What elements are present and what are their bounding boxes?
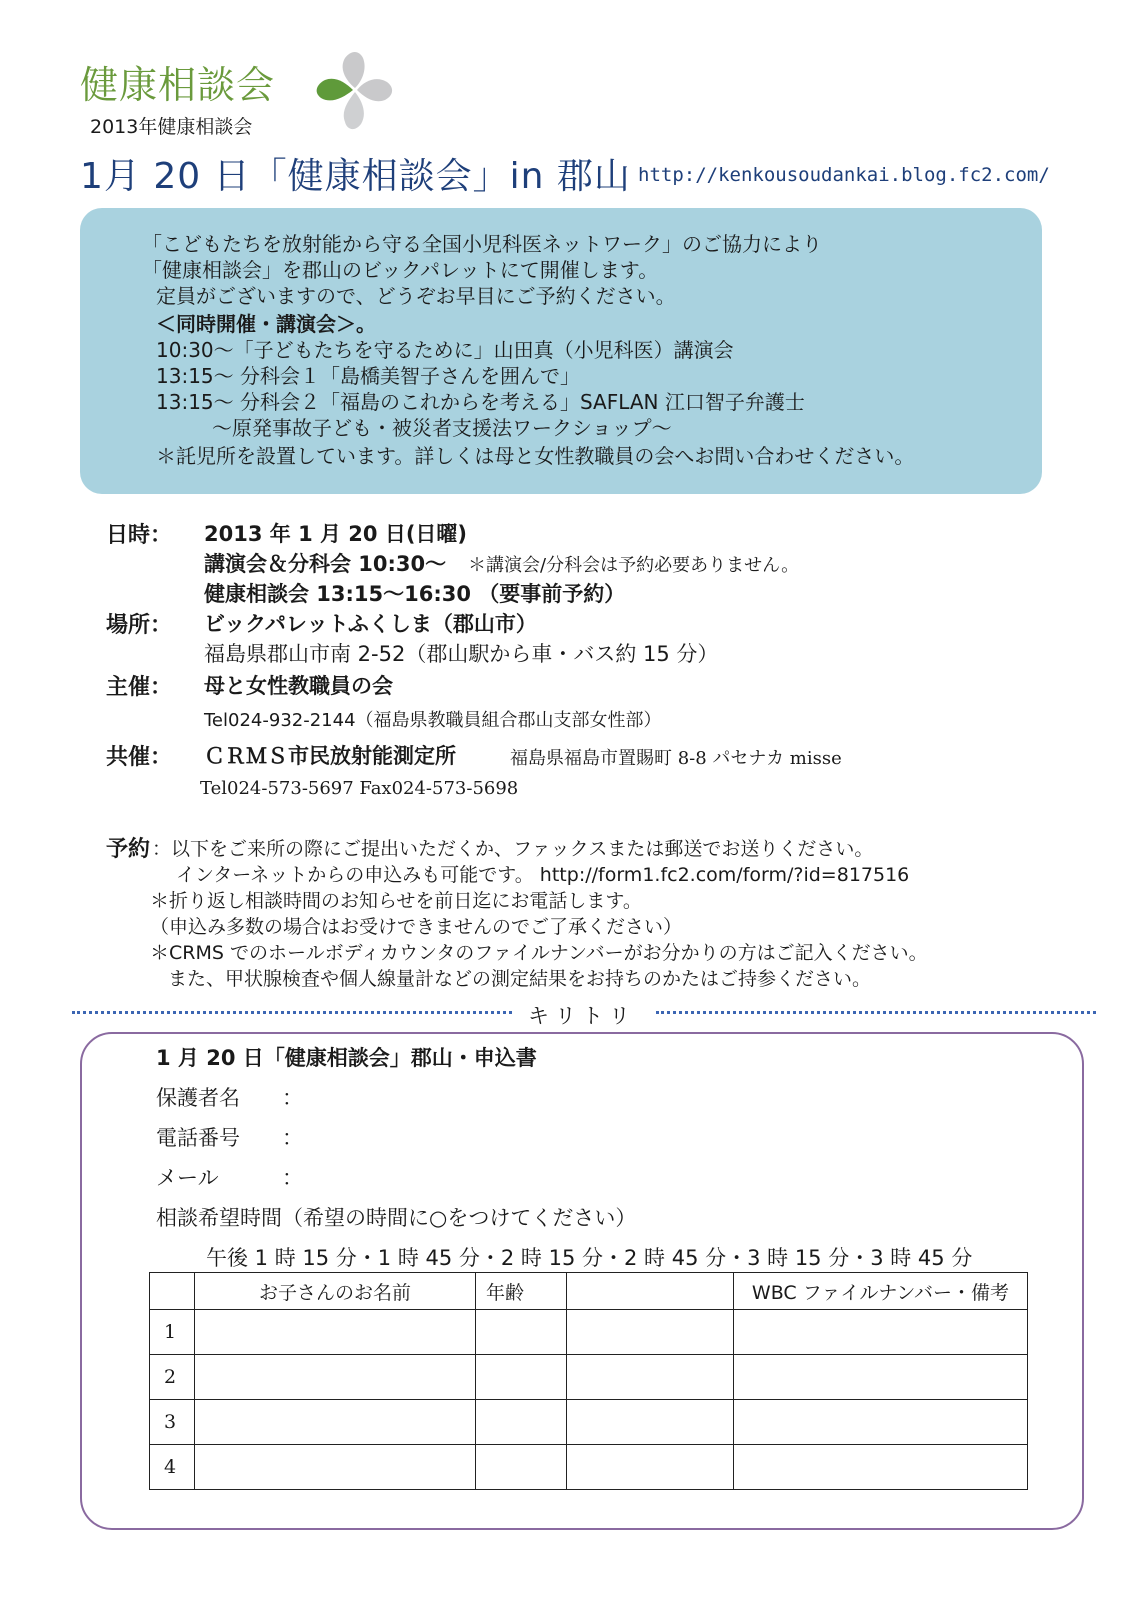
age-cell[interactable] [476, 1445, 567, 1490]
child-name-cell[interactable] [195, 1355, 476, 1400]
brand-title: 健康相談会 [80, 63, 276, 107]
email-label: メール [156, 1166, 219, 1190]
time-label: 相談希望時間（希望の時間に○をつけてください） [156, 1206, 637, 1230]
form-title: 1 月 20 日「健康相談会」郡山・申込書 [156, 1046, 537, 1070]
clover-logo-icon [305, 40, 405, 140]
cohost-tel: Tel024-573-5697 Fax024-573-5698 [200, 778, 519, 799]
wbc-cell[interactable] [734, 1310, 1028, 1355]
place-value: ビックパレットふくしま（郡山市） [204, 612, 537, 636]
reservation-label: 予約 [106, 837, 151, 862]
blog-url-link[interactable]: http://kenkousoudankai.blog.fc2.com/ [638, 164, 1050, 186]
place-label: 場所： [106, 613, 173, 638]
info-line: 13:15～ 分科会１「島橋美智子さんを囲んで」 [156, 364, 580, 388]
table-row [150, 1445, 1028, 1490]
info-box [80, 208, 1042, 494]
info-line: 10:30～「子どもたちを守るために」山田真（小児科医）講演会 [156, 338, 734, 362]
info-line: ～原発事故子ども・被災者支援法ワークショップ～ [212, 416, 672, 440]
wbc-cell[interactable] [734, 1355, 1028, 1400]
table-row [150, 1400, 1028, 1445]
blank-cell[interactable] [567, 1310, 734, 1355]
child-name-cell[interactable] [195, 1310, 476, 1355]
table-header [567, 1273, 734, 1310]
reservation-url-line[interactable]: インターネットからの申込みも可能です。 http://form1.fc2.com/form/?id=817516 [176, 864, 910, 886]
reservation-line: ＊折り返し相談時間のお知らせを前日迄にお電話します。 [150, 890, 642, 912]
guardian-field[interactable]: ： [282, 1086, 303, 1110]
cut-line-left [72, 1011, 512, 1014]
date-value: 2013 年 1 月 20 日(日曜) [204, 522, 468, 546]
info-heading: ＜同時開催・講演会＞。 [156, 312, 376, 336]
table-header [150, 1273, 195, 1310]
time-options[interactable]: 午後 1 時 15 分・1 時 45 分・2 時 15 分・2 時 45 分・3 時 15 分・3 時 45 分 [206, 1246, 973, 1270]
table-header-child-name: お子さんのお名前 [195, 1273, 476, 1310]
blank-cell[interactable] [567, 1400, 734, 1445]
info-line: 定員がございますので、どうぞお早目にご予約ください。 [156, 284, 676, 308]
reservation-line: ＊CRMS でのホールボディカウンタのファイルナンバーがお分かりの方はご記入ください。 [150, 942, 928, 964]
reservation-line: （申込み多数の場合はお受けできませんのでご了承ください） [150, 916, 683, 938]
row-number: 4 [150, 1445, 195, 1490]
registration-table [149, 1272, 1028, 1490]
date-label: 日時： [106, 523, 173, 548]
row-number: 1 [150, 1310, 195, 1355]
phone-field[interactable]: ： [282, 1126, 303, 1150]
wbc-cell[interactable] [734, 1400, 1028, 1445]
info-line: 「こどもたちを放射能から守る全国小児科医ネットワーク」のご協力により [142, 232, 822, 256]
table-header-row [150, 1273, 1028, 1310]
cohost-label: 共催： [106, 745, 173, 770]
blank-cell[interactable] [567, 1355, 734, 1400]
info-line: 「健康相談会」を郡山のビックパレットにて開催します。 [142, 258, 659, 282]
child-name-cell[interactable] [195, 1445, 476, 1490]
event-title: 1月 20 日「健康相談会」in 郡山 [80, 156, 631, 197]
reservation-line: ：以下をご来所の際にご提出いただくか、ファックスまたは郵送でお送りください。 [152, 838, 874, 860]
consult-time: 健康相談会 13:15～16:30 （要事前予約） [204, 582, 626, 606]
age-cell[interactable] [476, 1400, 567, 1445]
host-tel: Tel024-932-2144（福島県教職員組合郡山支部女性部） [204, 710, 662, 731]
cohost-value: ＣＲＭＳ市民放射能測定所 [204, 744, 456, 768]
email-field[interactable]: ： [282, 1166, 303, 1190]
cut-line-right [656, 1011, 1096, 1014]
reservation-line: また、甲状腺検査や個人線量計などの測定結果をお持ちのかたはご持参ください。 [168, 968, 872, 990]
phone-label: 電話番号 [156, 1126, 240, 1150]
cut-label: キリトリ [528, 1004, 636, 1028]
age-cell[interactable] [476, 1355, 567, 1400]
info-note: ＊託児所を設置しています。詳しくは母と女性教職員の会へお問い合わせください。 [156, 444, 915, 468]
table-header-age: 年齢 [476, 1273, 567, 1310]
brand-subtitle: 2013年健康相談会 [90, 116, 253, 138]
table-header-wbc: WBC ファイルナンバー・備考 [734, 1273, 1028, 1310]
info-line: 13:15～ 分科会２「福島のこれからを考える」SAFLAN 江口智子弁護士 [156, 390, 805, 414]
cohost-address: 福島県福島市置賜町 8-8 パセナカ misse [510, 748, 842, 769]
place-address: 福島県郡山市南 2-52（郡山駅から車・バス約 15 分） [204, 642, 719, 666]
row-number: 3 [150, 1400, 195, 1445]
table-row [150, 1310, 1028, 1355]
age-cell[interactable] [476, 1310, 567, 1355]
table-row [150, 1355, 1028, 1400]
blank-cell[interactable] [567, 1445, 734, 1490]
child-name-cell[interactable] [195, 1400, 476, 1445]
lecture-time: 講演会＆分科会 10:30～ [204, 552, 447, 576]
wbc-cell[interactable] [734, 1445, 1028, 1490]
lecture-note: ＊講演会/分科会は予約必要ありません。 [468, 555, 800, 576]
host-label: 主催： [106, 675, 173, 700]
guardian-label: 保護者名 [156, 1086, 240, 1110]
row-number: 2 [150, 1355, 195, 1400]
host-value: 母と女性教職員の会 [204, 674, 393, 698]
